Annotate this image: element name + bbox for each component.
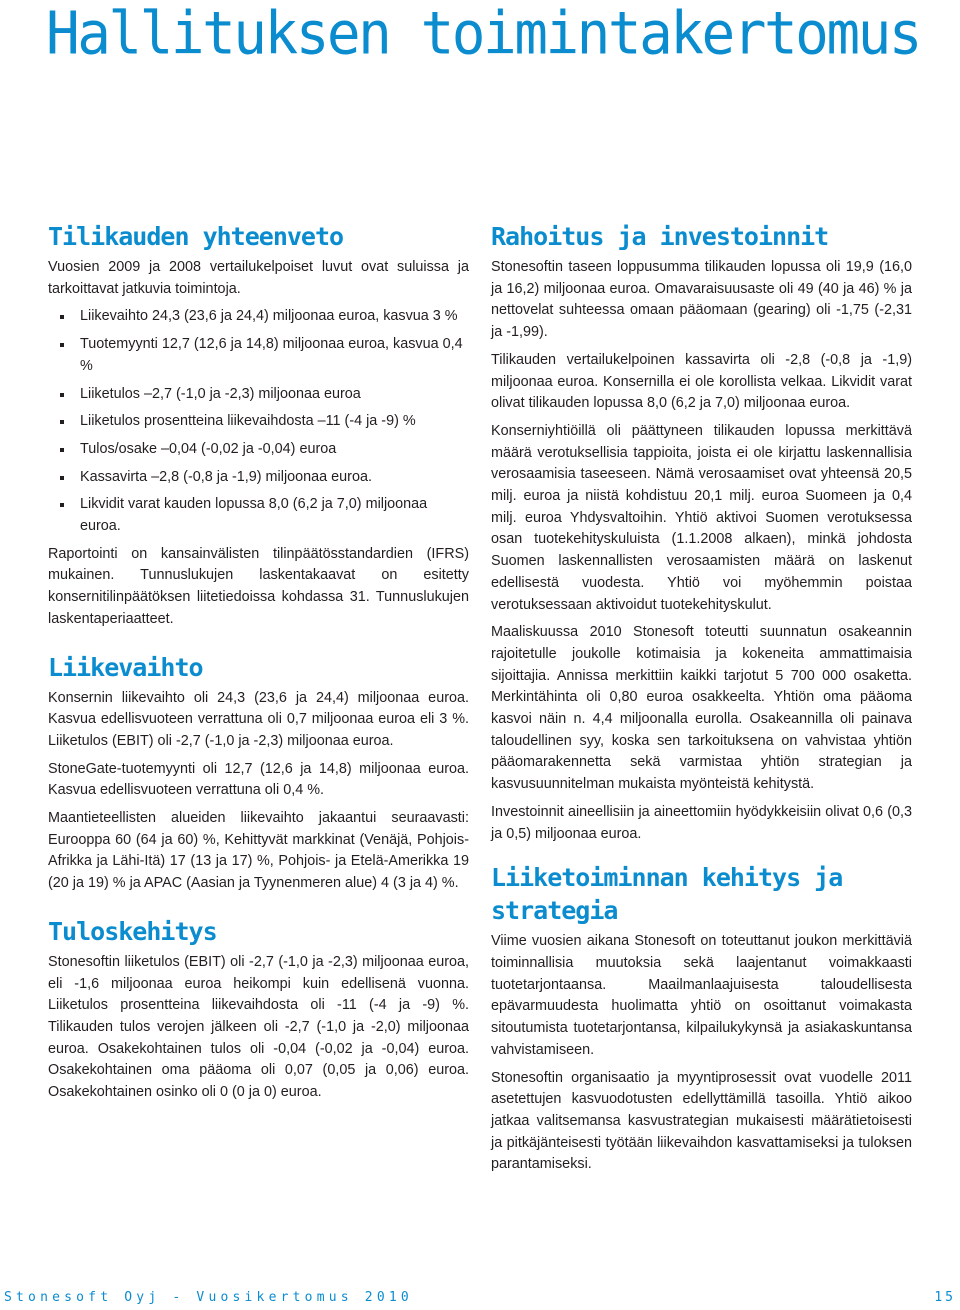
list-item: Liikevaihto 24,3 (23,6 ja 24,4) miljoonaa euroa, kasvua 3 % [48,306,469,328]
list-item: Tuotemyynti 12,7 (12,6 ja 14,8) miljoonaa euroa, kasvua 0,4 % [48,334,469,377]
page-title: Hallituksen toimintakertomus [46,0,921,69]
bullet-icon [60,476,64,480]
summary-intro: Vuosien 2009 ja 2008 vertailukelpoiset luvut ovat suluissa ja tarkoittavat jatkuvia toimintoja. [48,259,469,297]
revenue-paragraph-1: Konsernin liikevaihto oli 24,3 (23,6 ja 24,4) miljoonaa euroa. Kasvua edellisvuoteen verrattuna oli 0,7 miljoonaa euroa eli 3 %. Liiketulos (EBIT) oli -2,7 (-1,0 ja -2,3) miljoonaa euroa. [48,689,469,749]
financing-paragraph-4: Maaliskuussa 2010 Stonesoft toteutti suunnatun osakeannin rajoitetulle joukolle kotimaisia ja kokeneita ammattimaisia sijoittajia. Annissa merkittiin kaikki tarjotut 5 700 000 osaketta. Merkintähinta oli 0,80 euroa osakkeelta. Yhtiön oma pääoma kasvoi näin n. 4,4 miljoonalla eurolla. Osakeannilla oli painava taloudellinen syy, koska sen tarkoituksena on vahvistaa yhtiön pääomarakennetta sekä varmistaa yhtiön strategian ja kasvusuunnitelman mukaista myönteistä kehitystä. [491,624,912,793]
list-item: Tulos/osake –0,04 (-0,02 ja -0,04) euroa [48,439,469,461]
section-heading-results: Tuloskehitys [48,916,217,946]
left-column [48,220,469,1110]
summary-bullet-list [48,306,469,537]
revenue-paragraph-2: StoneGate-tuotemyynti oli 12,7 (12,6 ja 14,8) miljoonaa euroa. Kasvua edellisvuoteen verrattuna oli 0,4 %. [48,760,469,799]
bullet-icon [60,420,64,424]
section-heading-strategy: Liiketoiminnan kehitys ja strategia [491,863,843,926]
results-paragraph-1: Stonesoftin liiketulos (EBIT) oli -2,7 (-1,0 ja -2,3) miljoonaa euroa, eli -1,6 miljoonaa euroa heikompi kuin edellisenä vuonna. Liiketulos prosentteina liikevaihdosta oli -11 (-4 ja -9) %. Tilikauden tulos verojen jälkeen oli -2,7 (-1,0 ja -2,0) miljoonaa euroa. Osakekohtainen tulos oli -0,04 (-0,02 ja -0,04) euroa. Osakekohtainen oma pääoma oli 0,07 (0,05 ja 0,06) euroa. Osakekohtainen osinko oli 0 (0 ja 0) euroa. [48,953,469,1101]
list-item: Likvidit varat kauden lopussa 8,0 (6,2 ja 7,0) miljoonaa euroa. [48,494,469,537]
section-heading-financing: Rahoitus ja investoinnit [491,222,829,251]
list-item: Liiketulos –2,7 (-1,0 ja -2,3) miljoonaa euroa [48,384,469,406]
financing-paragraph-3: Konserniyhtiöillä oli päättyneen tilikauden lopussa merkittävä määrä verotuksellisia tappioita, joista ei ole kirjattu laskennallisia verosaamisia taseeseen. Nämä verosaamiset ovat yhteensä 20,5 milj. euroa ja niistä kohdistuu 20,1 milj. euroa Suomeen ja 0,4 milj. euroa Yhdysvaltoihin. Yhtiö aktivoi Suomen verotuksessa osan tuotekehityskuluista (1.1.2008 alkaen), minkä johdosta Suomen laskennallisten verosaamisten määrä on laskenut edellisestä vuodesta. Yhtiö voi myöhemmin poistaa verotuksessaan aktivoidut tuotekehityskulut. [491,422,912,613]
strategy-paragraph-2: Stonesoftin organisaatio ja myyntiprosessit ovat vuodelle 2011 asetettujen kasvuodotusten edellyttämillä tasoilla. Yhtiö aikoo jatkaa valitsemansa kasvustrategian mukaisesti määrätietoisesti ja pitkäjänteisesti työtään liikevaihdon kasvattamiseksi ja tuloksen parantamiseksi. [491,1069,912,1173]
right-column [491,220,912,1182]
strategy-paragraph-1: Viime vuosien aikana Stonesoft on toteuttanut joukon merkittäviä toiminnallisia muutoksia sekä laajentanut voimakkaasti tuotetarjontaansa. Maailmanlaajuisesta taloudellisesta epävarmuudesta huolimatta yhtiö on osoittanut voimakasta sitoutumista tuotetarjontansa, kilpailukykynsä ja asiakaskuntansa vahvistamiseen. [491,933,912,1058]
financing-paragraph-5: Investoinnit aineellisiin ja aineettomiin hyödykkeisiin olivat 0,6 (0,3 ja 0,5) miljoonaa euroa. [491,803,912,842]
bullet-icon [60,393,64,397]
page-footer [0,1290,960,1310]
bullet-icon [60,343,64,347]
bullet-icon [60,503,64,507]
financing-paragraph-1: Stonesoftin taseen loppusumma tilikauden lopussa oli 19,9 (16,0 ja 16,2) miljoonaa euroa. Omavaraisuusaste oli 49 (40 ja 46) % ja nettovelat suhteessa omaan pääomaan (gearing) oli -1,75 (-2,31 ja -1,99). [491,259,912,341]
revenue-paragraph-3: Maantieteellisten alueiden liikevaihto jakaantui seuraavasti: Eurooppa 60 (64 ja 60) %, Kehittyvät markkinat (Venäjä, Pohjois-Afrikka ja Lähi-Itä) 17 (13 ja 17) %, Pohjois- ja Etelä-Amerikka 19 (20 ja 19) % ja APAC (Aasian ja Tyynenmeren alue) 4 (3 ja 4) %. [48,810,469,892]
page-number: 15 [934,1290,956,1305]
list-item: Liiketulos prosentteina liikevaihdosta –11 (-4 ja -9) % [48,411,469,433]
financing-paragraph-2: Tilikauden vertailukelpoinen kassavirta oli -2,8 (-0,8 ja -1,9) miljoonaa euroa. Konsernilla ei ole korollista velkaa. Likvidit varat olivat tilikauden lopussa 8,0 (6,2 ja 7,0) miljoonaa euroa. [491,351,912,412]
summary-reporting-note: Raportointi on kansainvälisten tilinpäätösstandardien (IFRS) mukainen. Tunnuslukujen laskentakaavat on esitetty konsernitilinpäätöksen liitetiedoissa kohdassa 31. Tunnuslukujen laskentaperiaatteet. [48,545,469,627]
section-heading-revenue: Liikevaihto [48,652,203,682]
section-heading-summary: Tilikauden yhteenveto [48,222,344,251]
bullet-icon [60,315,64,319]
bullet-icon [60,448,64,452]
footer-publication: Stonesoft Oyj - Vuosikertomus 2010 [4,1290,413,1305]
list-item: Kassavirta –2,8 (-0,8 ja -1,9) miljoonaa euroa. [48,467,469,489]
